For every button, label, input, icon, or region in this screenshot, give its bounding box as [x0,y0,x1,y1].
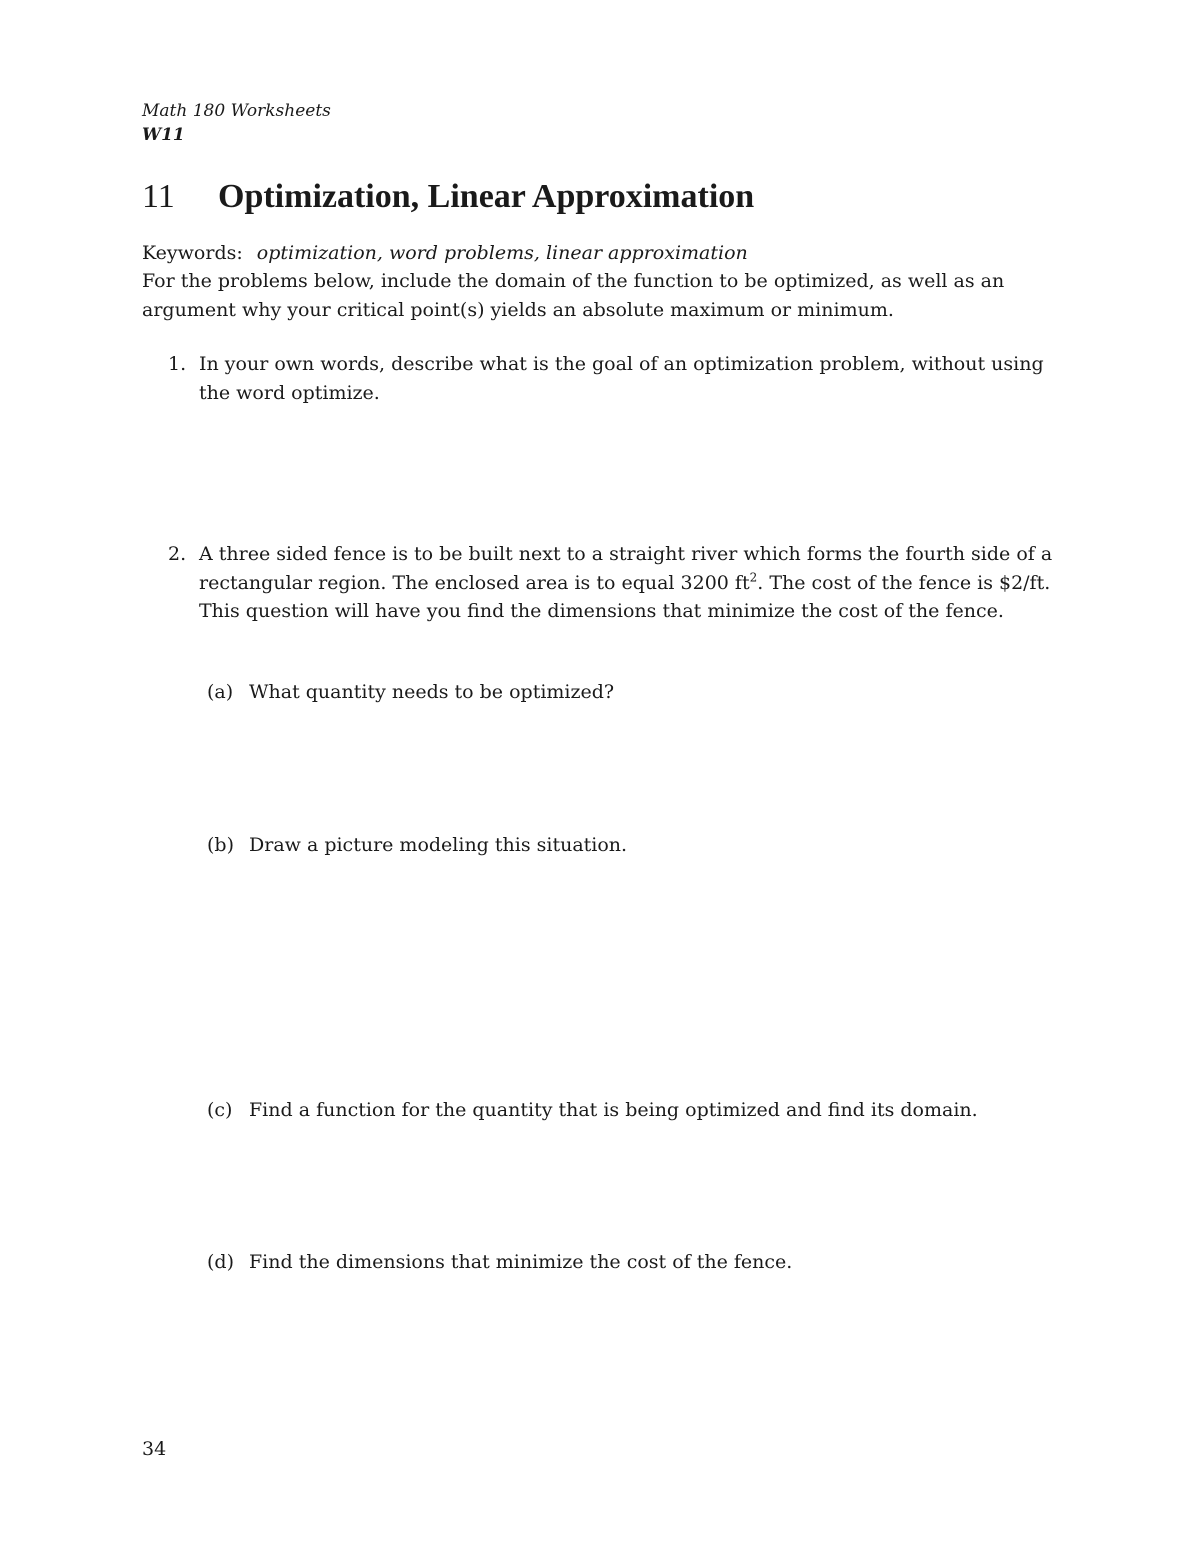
question-text-part1: A three sided fence is to be built next to a straight river which forms the fourth side of a rectangular region. The enclosed area is to equal 3200 ft [199,543,1053,594]
subquestion-text: What quantity needs to be optimized? [249,681,615,703]
subquestion-text: Find a function for the quantity that is being optimized and find its domain. [249,1099,978,1121]
subquestion-marker: (a) [207,681,234,703]
section-title: Optimization, Linear Approximation [218,178,755,215]
section-number: 11 [142,178,175,215]
question-text: In your own words, describe what is the goal of an optimization problem, without using the word optimize. [199,353,1044,404]
keywords-label: Keywords: [142,242,243,264]
section-heading [142,178,754,216]
question-text-part2: . The cost of the fence is $2/ft. This question will have you find the dimensions that minimize the cost of the fence. [199,571,1051,622]
subquestion-marker: (c) [207,1099,233,1121]
question-marker: 1. [168,353,187,375]
question-text [199,540,1065,626]
subquestion-text: Draw a picture modeling this situation. [249,834,628,856]
keywords-line [142,239,1062,268]
subquestion-text: Find the dimensions that minimize the cost of the fence. [249,1251,793,1273]
subquestion-marker: (d) [207,1251,234,1273]
area-exponent: 2 [749,570,758,585]
subquestion-marker: (b) [207,834,234,856]
question-marker: 2. [168,543,187,565]
course-name: Math 180 Worksheets [142,101,331,121]
keywords-list: optimization, word problems, linear approximation [256,242,748,264]
page-header [142,99,331,147]
instructions-paragraph: For the problems below, include the domain of the function to be optimized, as well as an argument why your critical point(s) yields an absolute maximum or minimum. [142,270,1005,321]
page-number: 34 [142,1438,167,1460]
worksheet-id: W11 [142,125,185,145]
